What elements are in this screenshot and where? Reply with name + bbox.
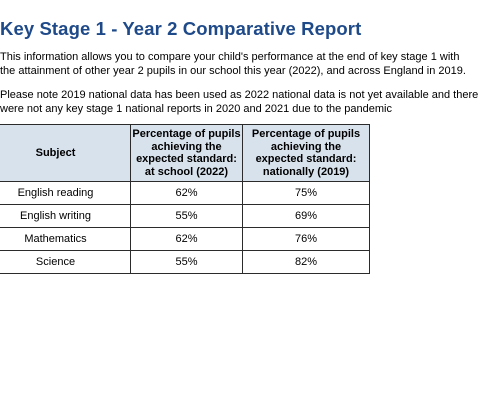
intro-paragraph [0,50,466,78]
row-subject: English reading [0,182,131,205]
header-national-line-2: achieving the [270,140,342,153]
row-national-value: 76% [243,228,370,251]
row-school-value: 55% [131,251,243,274]
note-line-1: Please note 2019 national data has been used as 2022 national data is not yet available and there [0,89,478,101]
table-row [0,251,370,274]
header-subject: Subject [0,125,131,182]
row-subject: English writing [0,205,131,228]
row-school-value: 55% [131,205,243,228]
table-header [0,125,370,182]
header-school-line-1: Percentage of pupils [132,128,241,140]
header-national-percentage [243,125,370,182]
header-national-line-3: expected standard: [255,153,357,165]
header-row [0,125,370,182]
intro-line-2: the attainment of other year 2 pupils in our school this year (2022), and across England in 2019. [0,65,466,77]
table-row [0,182,370,205]
header-school-line-4: at school (2022) [144,165,229,178]
intro-line-1: This information allows you to compare your child's performance at the end of key stage 1 with [0,51,460,63]
row-school-value: 62% [131,182,243,205]
row-school-value: 62% [131,228,243,251]
report-title: Key Stage 1 - Year 2 Comparative Report [0,18,362,39]
note-paragraph [0,88,478,116]
header-school-line-3: expected standard: [136,153,237,165]
row-national-value: 82% [243,251,370,274]
header-school-line-2: achieving the [151,140,222,153]
header-national-line-1: Percentage of pupils [251,128,361,140]
row-national-value: 75% [243,182,370,205]
note-line-2: were not any key stage 1 national reports in 2020 and 2021 due to the pandemic [0,103,392,115]
header-national-line-4: nationally (2019) [262,165,350,178]
header-school-percentage [131,125,243,182]
table-body [0,182,370,274]
row-national-value: 69% [243,205,370,228]
table-row [0,228,370,251]
row-subject: Science [0,251,131,274]
comparison-table [0,124,370,274]
table-row [0,205,370,228]
row-subject: Mathematics [0,228,131,251]
